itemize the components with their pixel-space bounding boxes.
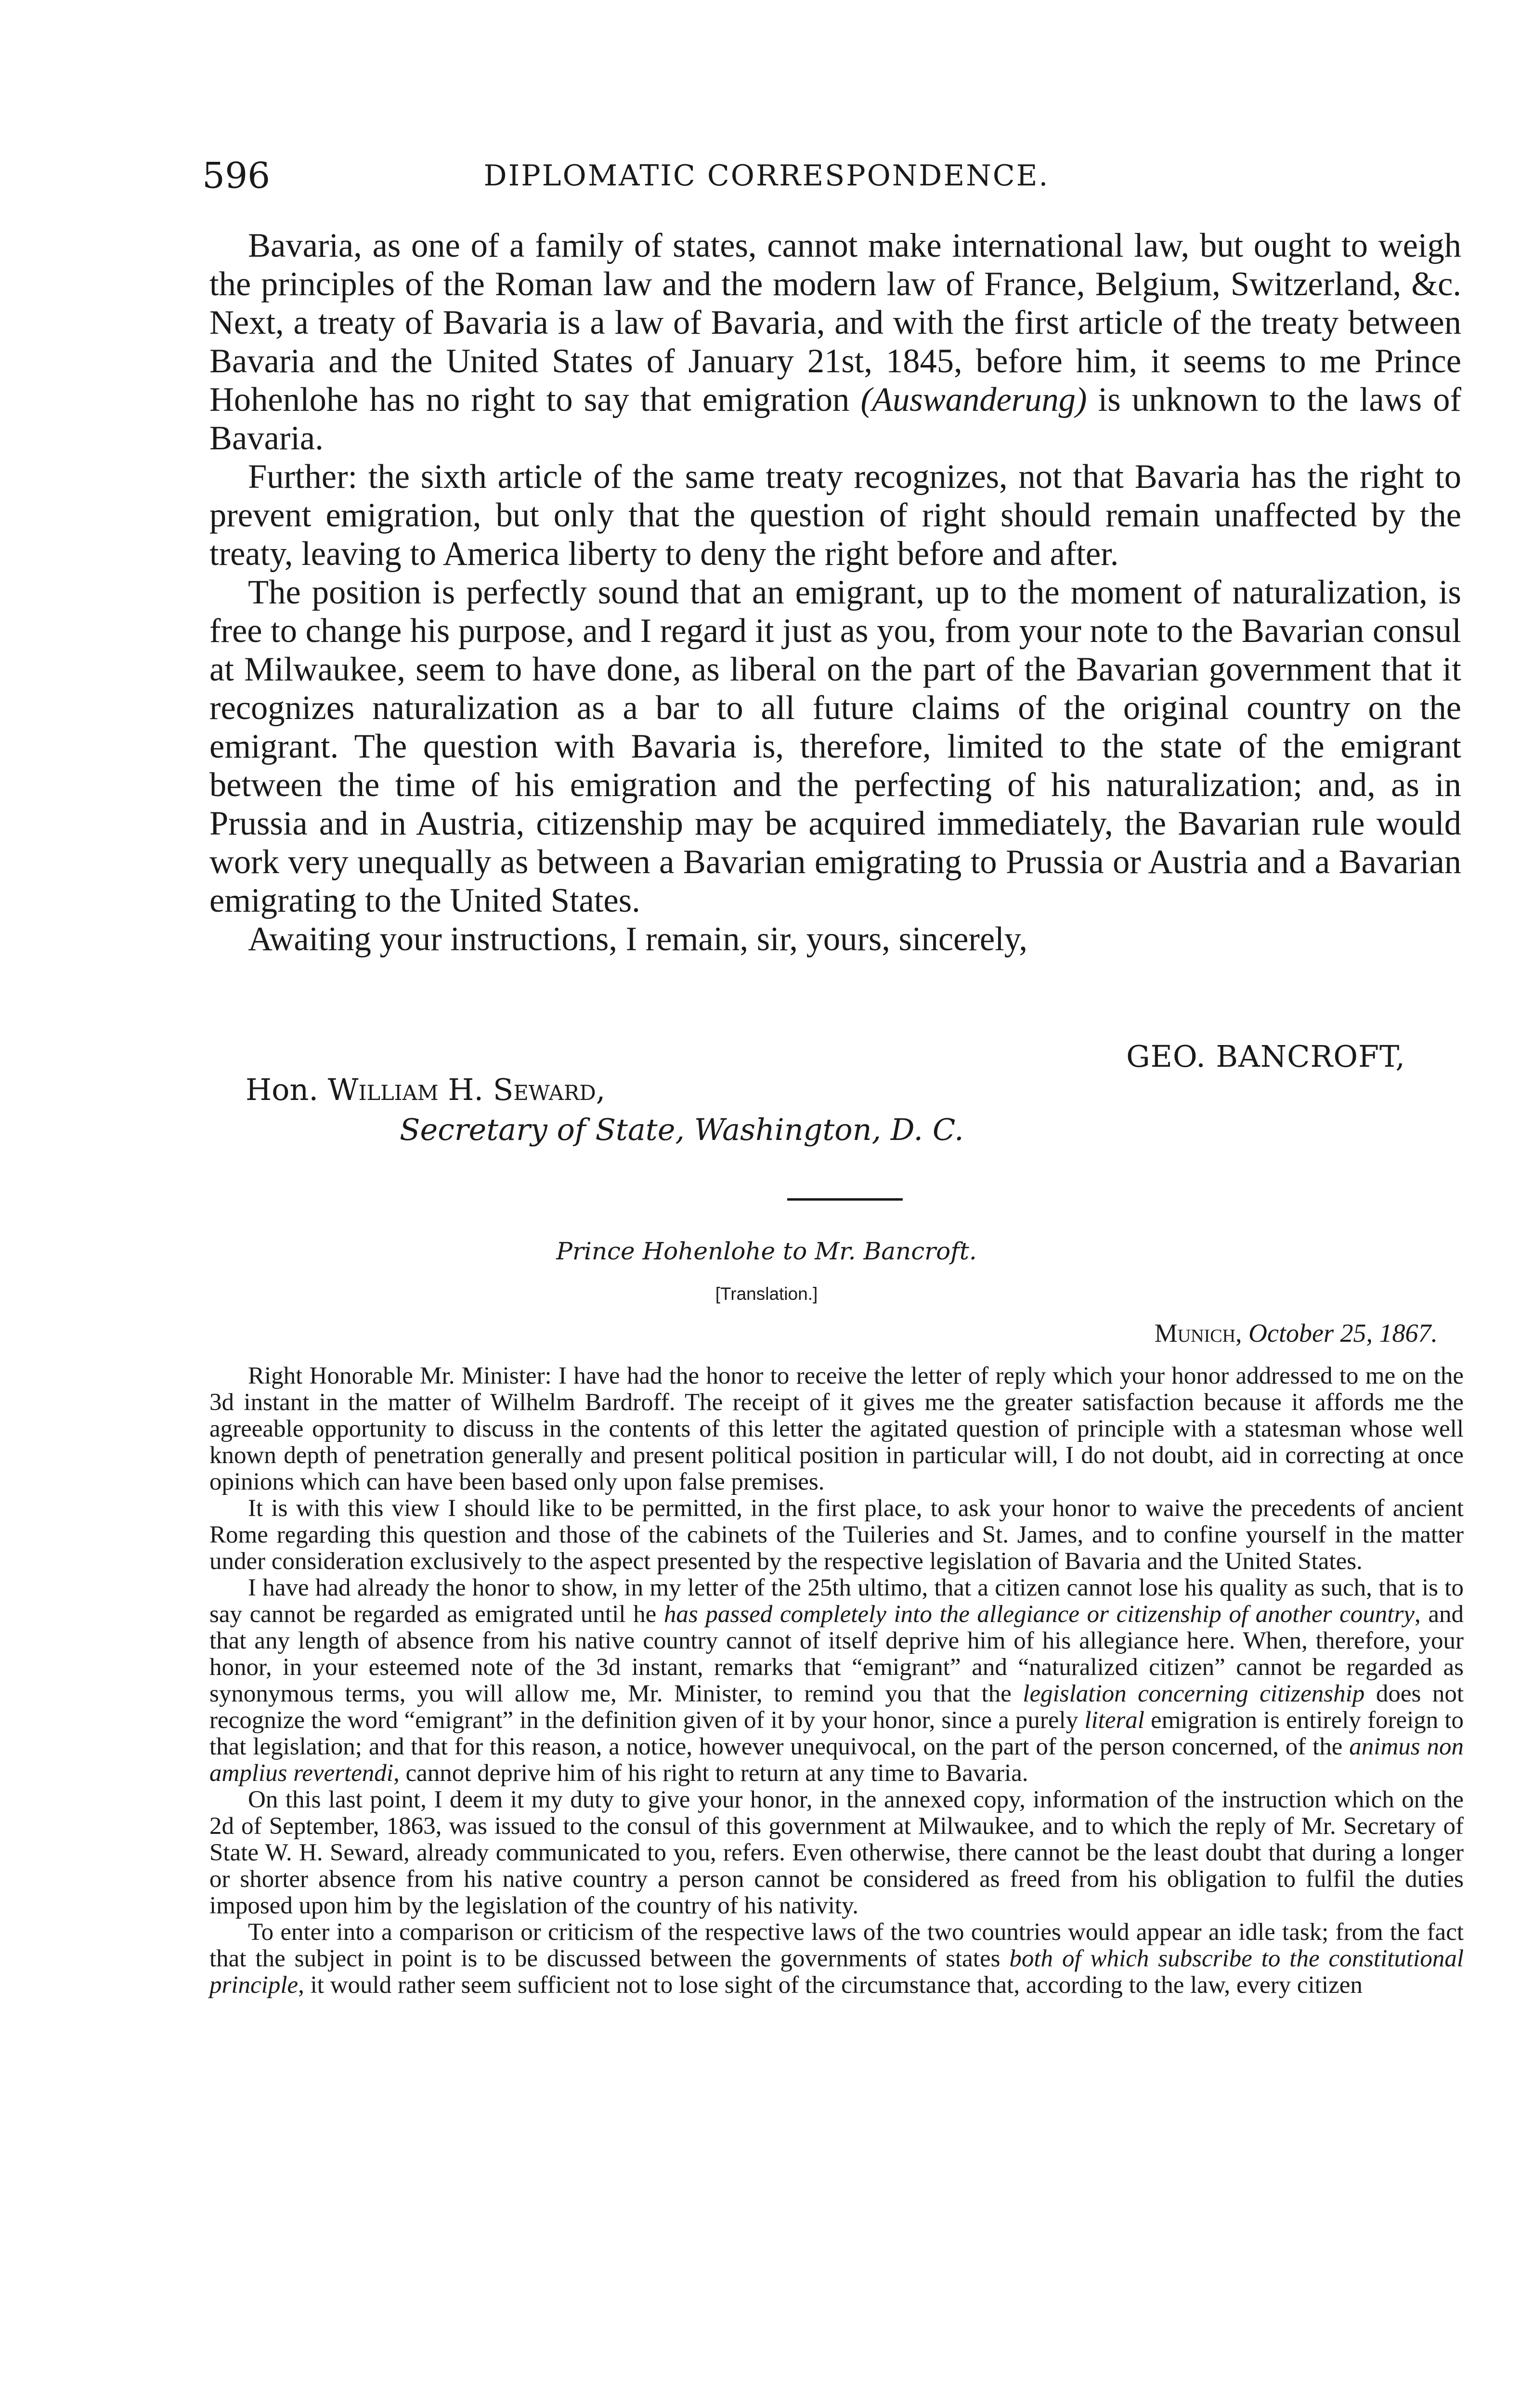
- signature: GEO. BANCROFT,: [1126, 1039, 1405, 1074]
- running-title: DIPLOMATIC CORRESPONDENCE.: [483, 159, 1050, 193]
- page-number: 596: [202, 155, 271, 196]
- bancroft-letter-body: [209, 226, 1461, 958]
- paragraph: Bavaria, as one of a family of states, cannot make international law, but ought to weigh the principles of the Roman law and the modern law of France, Belgium, Switzerland, &c. Next, a treaty of Bavaria is a law of Bavaria, and with the first article of the treaty between Bavaria and the United States of January 21st, 1845, before him, it seems to me Prince Hohenlohe has no right to say that emigration (Auswanderung) is unknown to the laws of Bavaria.: [209, 227, 1461, 457]
- dateline: [1155, 1317, 1438, 1349]
- paragraph: Right Honorable Mr. Minister: I have had the honor to receive the letter of reply which your honor addressed to me on the 3d instant in the matter of Wilhelm Bardroff. The receipt of it gives me the greater satisfaction because it affords me the agreeable opportunity to discuss in the contents of this letter the agitated question of principle with a statesman whose well known depth of penetration generally and present political position in particular will, I do not doubt, aid in correcting at once opinions which can have been based only upon false premises.: [209, 1362, 1464, 1495]
- translation-note: [Translation.]: [715, 1284, 818, 1304]
- closing-line: Awaiting your instructions, I remain, sir, yours, sincerely,: [248, 920, 1028, 958]
- paragraph: On this last point, I deem it my duty to give your honor, in the annexed copy, information of the instruction which on the 2d of September, 1863, was issued to the consul of this government at Milwaukee, and to which the reply of Mr. Secretary of State W. H. Seward, already communicated to you, refers. Even otherwise, there cannot be the least doubt that during a longer or shorter absence from his native country a person cannot be considered as freed from his obligation to fulfil the duties imposed upon him by the legislation of the country of his nativity.: [209, 1786, 1464, 1919]
- section-divider: [787, 1198, 903, 1201]
- addressee: Hon. William H. Seward,: [246, 1072, 606, 1107]
- paragraph: It is with this view I should like to be permitted, in the first place, to ask your honor to waive the precedents of ancient Rome regarding this question and those of the cabinets of the Tuileries and St. James, and to confine yourself in the matter under consideration exclusively to the aspect presented by the respective legislation of Bavaria and the United States.: [209, 1495, 1464, 1575]
- dateline-place: Munich,: [1154, 1319, 1242, 1348]
- letter-heading: Prince Hohenlohe to Mr. Bancroft.: [556, 1237, 977, 1265]
- addressee-name: William H. Seward,: [327, 1072, 606, 1107]
- addressee-title: Secretary of State, Washington, D. C.: [400, 1112, 964, 1147]
- hohenlohe-letter-body: [209, 1363, 1464, 1999]
- paragraph: I have had already the honor to show, in my letter of the 25th ultimo, that a citizen cannot lose his quality as such, that is to say cannot be regarded as emigrated until he has passed completely into the allegiance or citizenship of another country, and that any length of absence from his native country cannot of itself deprive him of his allegiance here. When, therefore, your honor, in your esteemed note of the 3d instant, remarks that “emigrant” and “naturalized citizen” cannot be regarded as synonymous terms, you will allow me, Mr. Minister, to remind you that the legislation concerning citizenship does not recognize the word “emigrant” in the definition given of it by your honor, since a purely literal emigration is entirely foreign to that legislation; and that for this reason, a notice, however unequivocal, on the part of the person concerned, of the animus non amplius revertendi, cannot deprive him of his right to return at any time to Bavaria.: [209, 1574, 1464, 1787]
- running-header: [202, 154, 1331, 202]
- signature-row: [0, 1036, 1533, 1077]
- paragraph: Further: the sixth article of the same treaty recognizes, not that Bavaria has the right to prevent emigration, but only that the question of right should remain unaffected by the treaty, leaving to America liberty to deny the right before and after.: [209, 458, 1461, 573]
- paragraph: To enter into a comparison or criticism of the respective laws of the two countries would appear an idle task; from the fact that the subject in point is to be discussed between the governments of states both of which subscribe to the constitutional principle, it would rather seem sufficient not to lose sight of the circumstance that, according to the law, every citizen: [209, 1919, 1464, 1999]
- dateline-date: October 25, 1867.: [1248, 1319, 1438, 1348]
- paragraph: The position is perfectly sound that an emigrant, up to the moment of naturalization, is free to change his purpose, and I regard it just as you, from your note to the Bavarian consul at Milwaukee, seem to have done, as liberal on the part of the Bavarian government that it recognizes naturalization as a bar to all future claims of the original country on the emigrant. The question with Bavaria is, therefore, limited to the state of the emigrant between the time of his emigration and the perfecting of his naturalization; and, as in Prussia and in Austria, citizenship may be acquired immediately, the Bavarian rule would work very unequally as between a Bavarian emigrating to Prussia or Austria and a Bavarian emigrating to the United States.: [209, 574, 1461, 919]
